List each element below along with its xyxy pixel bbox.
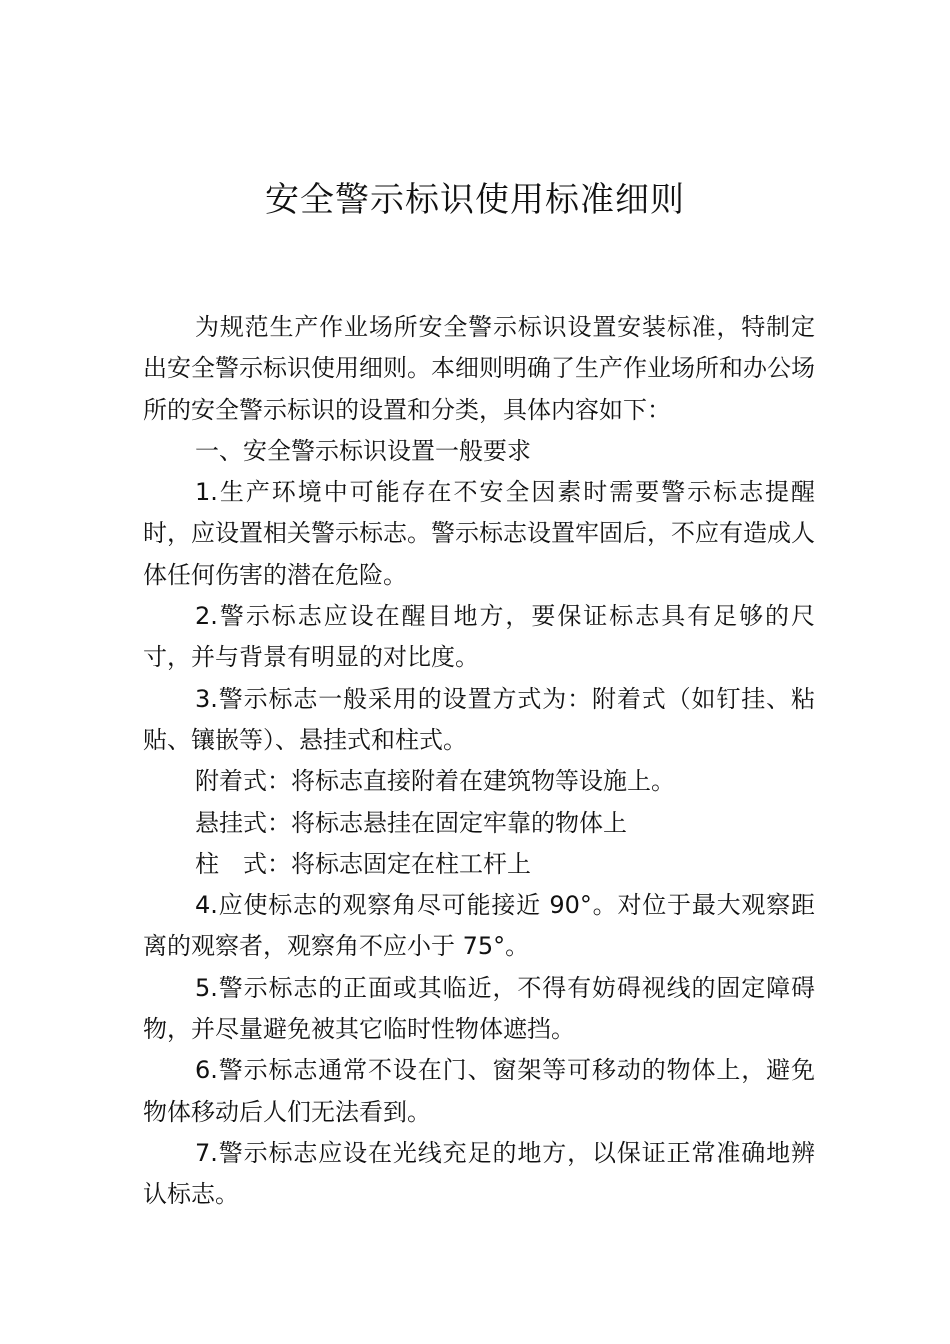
paragraph-item-5: 5.警示标志的正面或其临近，不得有妨碍视线的固定障碍物，并尽量避免被其它临时性物体遮挡。	[143, 973, 815, 1044]
paragraph-item-4: 4.应使标志的观察角尽可能接近 90°。对位于最大观察距离的观察者，观察角不应小于 75°。	[143, 891, 815, 961]
document-body	[143, 307, 815, 1216]
paragraph-attached-style: 附着式：将标志直接附着在建筑物等设施上。	[195, 767, 675, 796]
paragraph-hanging-style: 悬挂式：将标志悬挂在固定牢靠的物体上	[195, 808, 627, 837]
paragraph-item-2: 2.警示标志应设在醒目地方，要保证标志具有足够的尺寸，并与背景有明显的对比度。	[143, 602, 815, 672]
paragraph-item-1: 1.生产环境中可能存在不安全因素时需要警示标志提醒时，应设置相关警示标志。警示标志设置牢固后，不应有造成人体任何伤害的潜在危险。	[143, 478, 815, 589]
paragraph-intro: 为规范生产作业场所安全警示标识设置安装标准，特制定出安全警示标识使用细则。本细则明确了生产作业场所和办公场所的安全警示标识的设置和分类，具体内容如下：	[143, 313, 815, 424]
document-title: 安全警示标识使用标准细则	[265, 180, 685, 220]
paragraph-item-6: 6.警示标志通常不设在门、窗架等可移动的物体上，避免物体移动后人们无法看到。	[143, 1056, 815, 1126]
paragraph-pillar-style: 柱 式：将标志固定在柱工杆上	[195, 849, 531, 878]
section-heading: 一、安全警示标识设置一般要求	[195, 436, 531, 465]
paragraph-item-7: 7.警示标志应设在光线充足的地方，以保证正常准确地辨认标志。	[143, 1138, 815, 1209]
paragraph-item-3: 3.警示标志一般采用的设置方式为：附着式（如钉挂、粘贴、镶嵌等）、悬挂式和柱式。	[143, 684, 815, 754]
